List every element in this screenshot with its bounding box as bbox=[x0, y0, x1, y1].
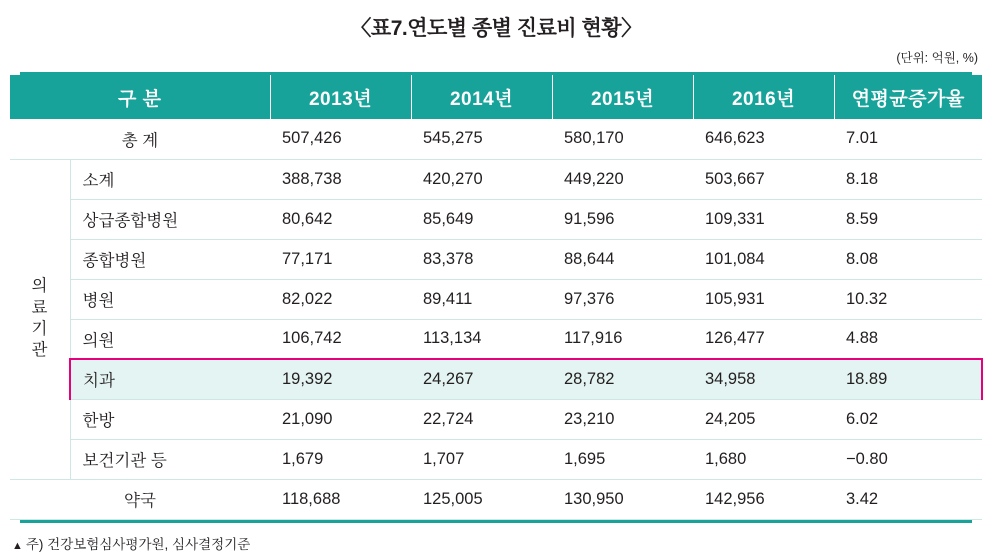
cell-2016: 646,623 bbox=[693, 119, 834, 159]
row-label: 한방 bbox=[70, 399, 270, 439]
cell-2013: 507,426 bbox=[270, 119, 411, 159]
table-row bbox=[10, 239, 982, 279]
cell-2015: 88,644 bbox=[552, 239, 693, 279]
cell-cagr: −0.80 bbox=[834, 439, 982, 479]
cell-cagr: 18.89 bbox=[834, 359, 982, 399]
cell-2013: 118,688 bbox=[270, 479, 411, 519]
footnote bbox=[0, 523, 992, 553]
cell-2014: 113,134 bbox=[411, 319, 552, 359]
cell-2013: 1,679 bbox=[270, 439, 411, 479]
table-body bbox=[10, 119, 982, 519]
cell-2015: 449,220 bbox=[552, 159, 693, 199]
cell-cagr: 8.59 bbox=[834, 199, 982, 239]
table-row bbox=[10, 159, 982, 199]
row-label: 총 계 bbox=[10, 119, 270, 159]
header-cell-2014: 2014년 bbox=[411, 75, 552, 119]
cell-cagr: 10.32 bbox=[834, 279, 982, 319]
cell-2016: 1,680 bbox=[693, 439, 834, 479]
cell-2014: 24,267 bbox=[411, 359, 552, 399]
cell-2013: 21,090 bbox=[270, 399, 411, 439]
row-label: 약국 bbox=[10, 479, 270, 519]
cell-2014: 85,649 bbox=[411, 199, 552, 239]
cell-2016: 109,331 bbox=[693, 199, 834, 239]
table-row bbox=[10, 399, 982, 439]
row-label: 보건기관 등 bbox=[70, 439, 270, 479]
cell-2013: 82,022 bbox=[270, 279, 411, 319]
unit-note: (단위: 억원, %) bbox=[896, 51, 978, 65]
cell-2015: 23,210 bbox=[552, 399, 693, 439]
cell-cagr: 3.42 bbox=[834, 479, 982, 519]
header-row bbox=[10, 75, 982, 119]
table-row bbox=[10, 279, 982, 319]
triangle-icon: ▲ bbox=[12, 539, 23, 552]
table-container bbox=[0, 72, 992, 523]
row-label: 상급종합병원 bbox=[70, 199, 270, 239]
cell-2016: 503,667 bbox=[693, 159, 834, 199]
cell-2013: 77,171 bbox=[270, 239, 411, 279]
cell-2014: 420,270 bbox=[411, 159, 552, 199]
header-cell-2016: 2016년 bbox=[693, 75, 834, 119]
row-label: 종합병원 bbox=[70, 239, 270, 279]
header-cell-2015: 2015년 bbox=[552, 75, 693, 119]
header-cell-2013: 2013년 bbox=[270, 75, 411, 119]
cell-cagr: 4.88 bbox=[834, 319, 982, 359]
cell-2015: 91,596 bbox=[552, 199, 693, 239]
table-row bbox=[10, 479, 982, 519]
cell-2013: 19,392 bbox=[270, 359, 411, 399]
cell-2016: 105,931 bbox=[693, 279, 834, 319]
cell-2013: 106,742 bbox=[270, 319, 411, 359]
cell-cagr: 8.08 bbox=[834, 239, 982, 279]
header-cell-cagr: 연평균증가율 bbox=[834, 75, 982, 119]
row-label: 병원 bbox=[70, 279, 270, 319]
footnote-text: 주) 건강보험심사평가원, 심사결정기준 bbox=[25, 536, 251, 552]
row-label: 치과 bbox=[70, 359, 270, 399]
cell-2016: 24,205 bbox=[693, 399, 834, 439]
header-cell-division: 구 분 bbox=[10, 75, 270, 119]
cell-2015: 28,782 bbox=[552, 359, 693, 399]
cell-2013: 388,738 bbox=[270, 159, 411, 199]
cell-2016: 34,958 bbox=[693, 359, 834, 399]
cell-2016: 126,477 bbox=[693, 319, 834, 359]
cell-2016: 142,956 bbox=[693, 479, 834, 519]
cell-2015: 130,950 bbox=[552, 479, 693, 519]
cell-2014: 545,275 bbox=[411, 119, 552, 159]
table-row bbox=[10, 439, 982, 479]
row-label: 소계 bbox=[70, 159, 270, 199]
cell-2014: 22,724 bbox=[411, 399, 552, 439]
table-row-highlighted bbox=[10, 359, 982, 399]
cell-2016: 101,084 bbox=[693, 239, 834, 279]
cell-cagr: 8.18 bbox=[834, 159, 982, 199]
page-title: 〈표7.연도별 종별 진료비 현황〉 bbox=[350, 17, 642, 40]
table-row bbox=[10, 199, 982, 239]
cell-cagr: 7.01 bbox=[834, 119, 982, 159]
cell-2013: 80,642 bbox=[270, 199, 411, 239]
table-row bbox=[10, 119, 982, 159]
table-row bbox=[10, 319, 982, 359]
cell-2015: 117,916 bbox=[552, 319, 693, 359]
medical-expense-table bbox=[10, 75, 983, 520]
table-header bbox=[10, 75, 982, 119]
cell-2015: 580,170 bbox=[552, 119, 693, 159]
cell-2015: 97,376 bbox=[552, 279, 693, 319]
cell-2014: 1,707 bbox=[411, 439, 552, 479]
cell-2014: 89,411 bbox=[411, 279, 552, 319]
row-label: 의원 bbox=[70, 319, 270, 359]
cell-2015: 1,695 bbox=[552, 439, 693, 479]
cell-2014: 125,005 bbox=[411, 479, 552, 519]
cell-cagr: 6.02 bbox=[834, 399, 982, 439]
cell-2014: 83,378 bbox=[411, 239, 552, 279]
group-label-medical-institution bbox=[10, 159, 70, 479]
group-label-text: 의 료 기 관 bbox=[31, 277, 48, 360]
